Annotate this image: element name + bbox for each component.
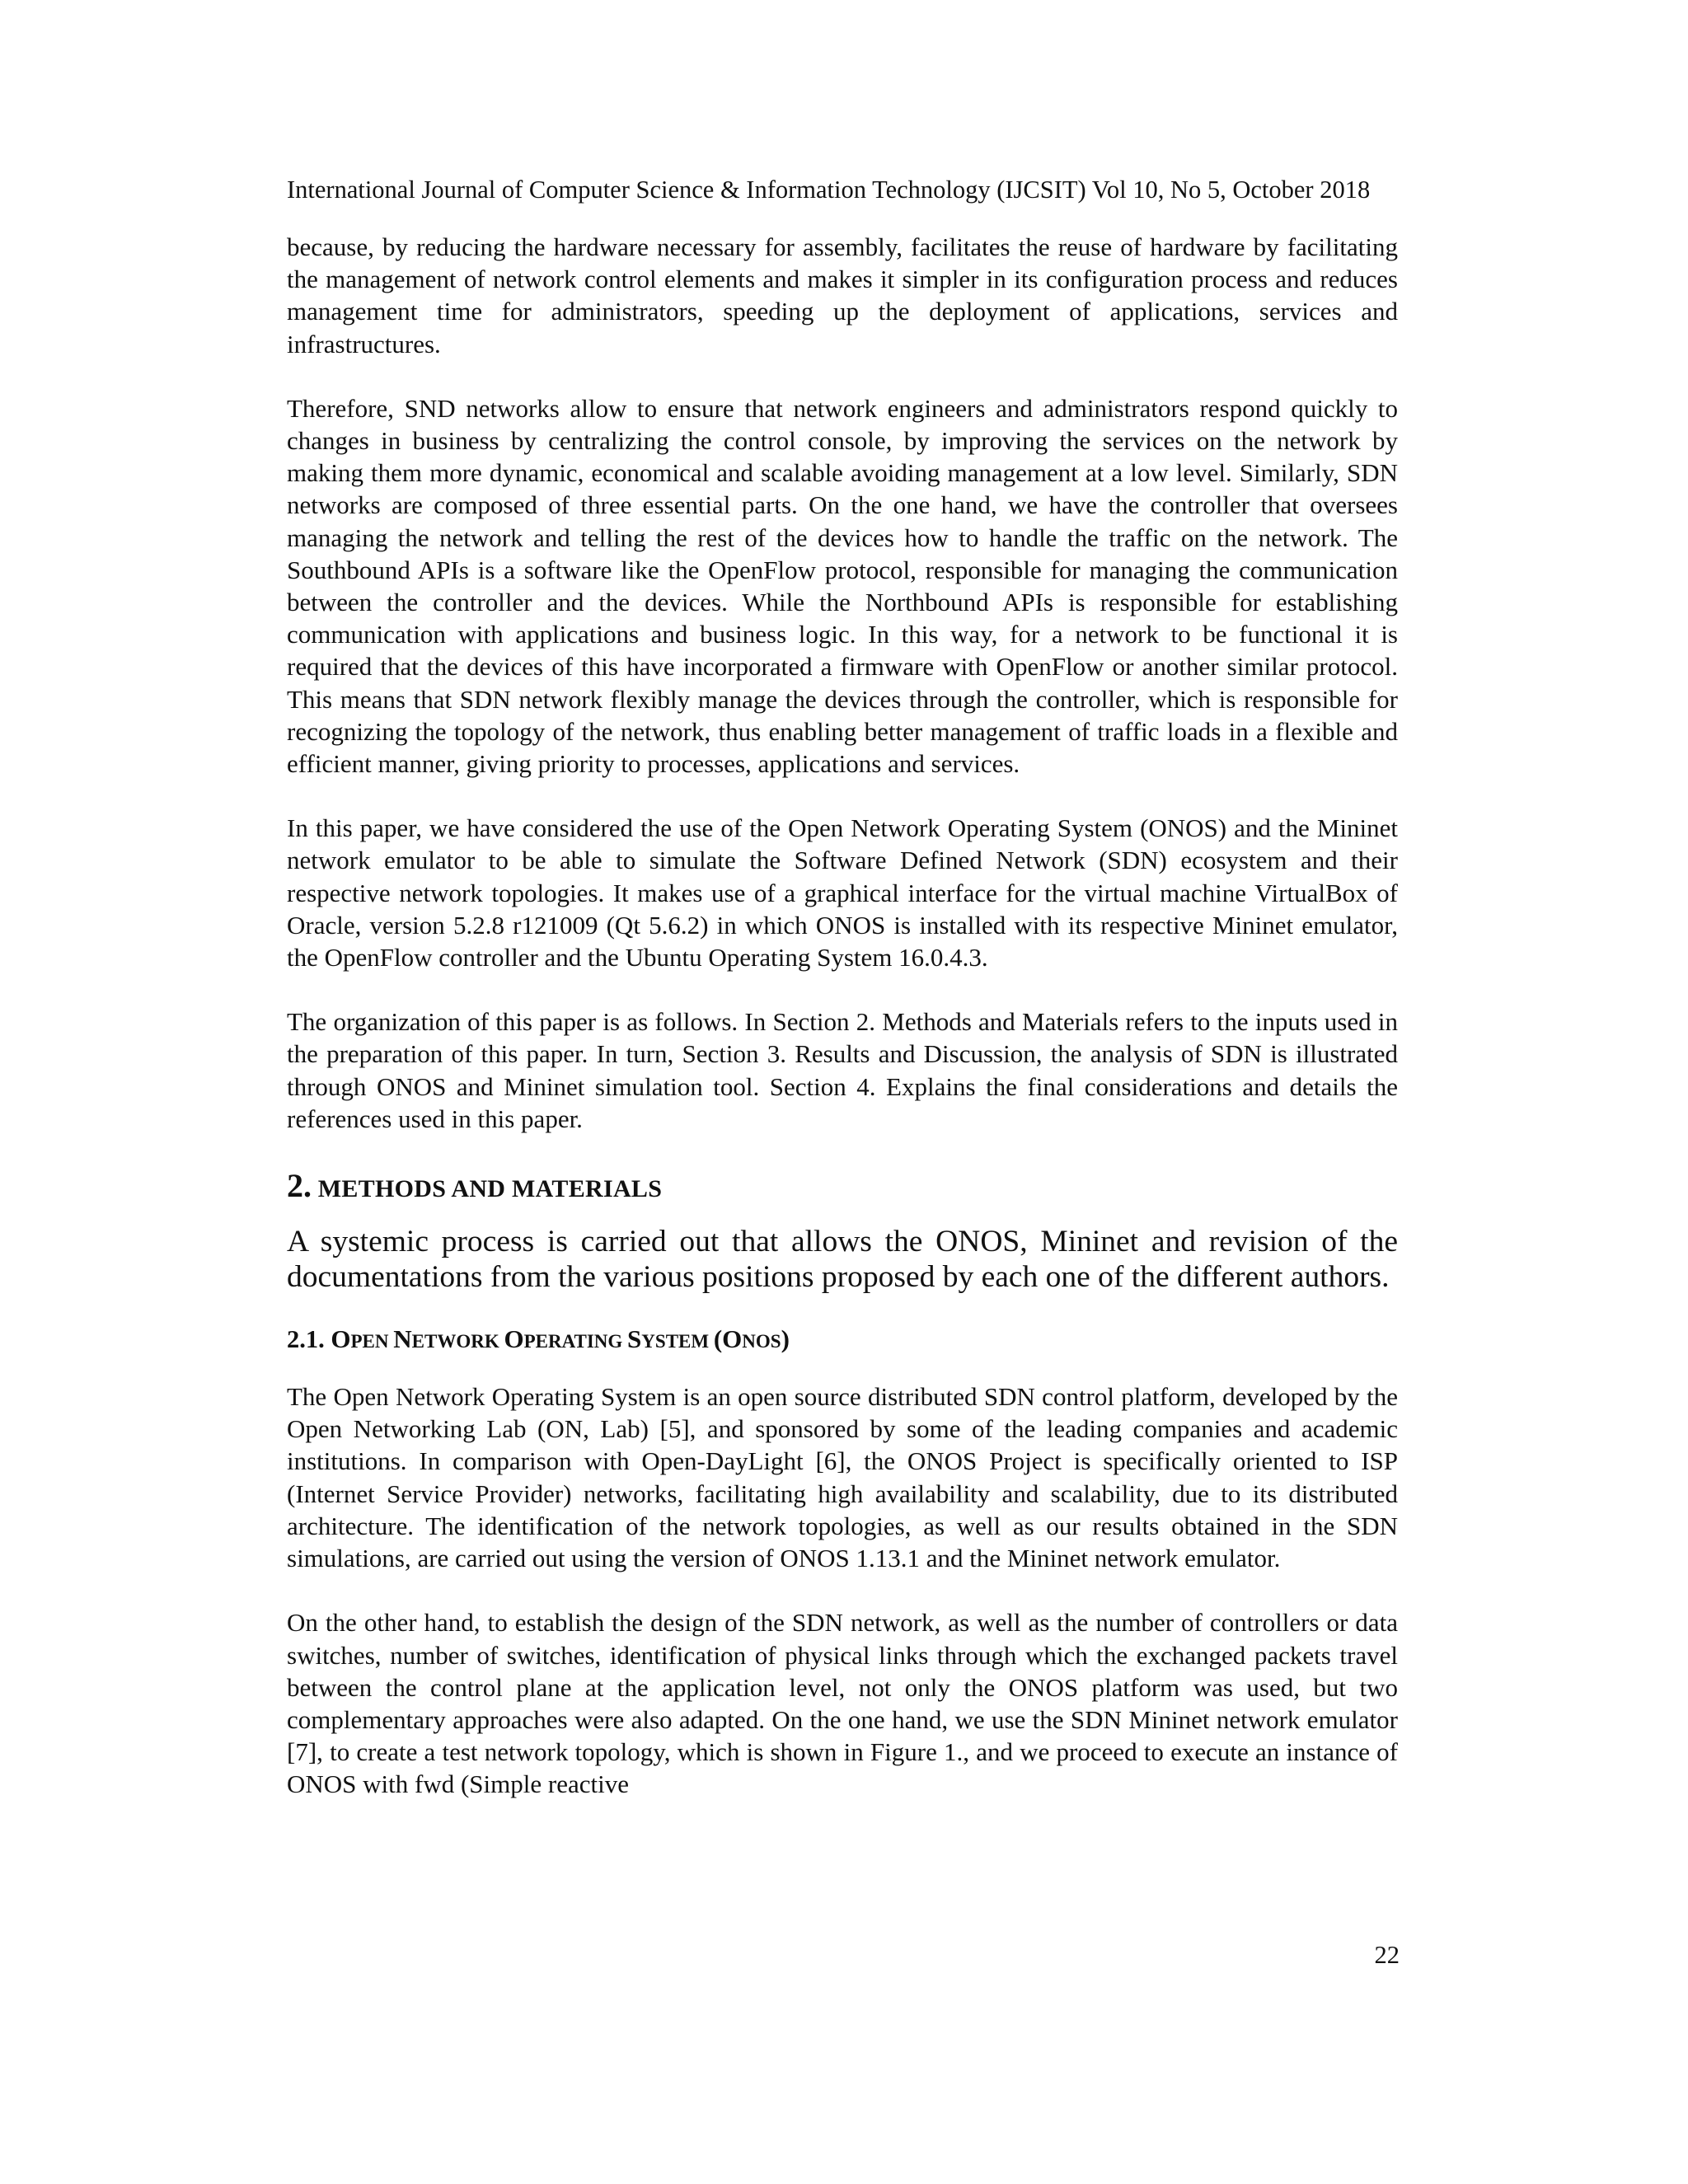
title-paren-open: ( [713, 1324, 723, 1354]
title-cap: O [504, 1324, 524, 1354]
title-smallcaps: ETWORK [411, 1331, 504, 1352]
paragraph-onos-description: The Open Network Operating System is an open source distributed SDN control platform, developed by the Open Networking Lab (ON, Lab) [5], and sponsored by some of the leading companies and academic institutions. In comparison with Open-DayLight [6], the ONOS Project is specifically oriented to ISP (Internet Service Provider) networks, facilitating high availability and scalability, due to its distributed architecture. The identification of the network topologies, as well as our results obtained in the SDN simulations, are carried out using the version of ONOS 1.13.1 and the Mininet network emulator. [287, 1382, 1398, 1573]
paragraph-sdn-architecture: Therefore, SND networks allow to ensure that network engineers and administrators respond quickly to changes in business by centralizing the control console, by improving the services on the network by making them more dynamic, economical and scalable avoiding management at a low level. Similarly, SDN networks are composed of three essential parts. On the one hand, we have the controller that oversees managing the network and telling the rest of the devices how to handle the traffic on the network. The Southbound APIs is a software like the OpenFlow protocol, responsible for managing the communication between the controller and the devices. While the Northbound APIs is responsible for establishing communication with applications and business logic. In this way, for a network to be functional it is required that the devices of this have incorporated a firmware with OpenFlow or another similar protocol. This means that SDN network flexibly manage the devices through the controller, which is responsible for recognizing the topology of the network, thus enabling better management of traffic loads in a flexible and efficient manner, giving priority to processes, applications and services. [287, 393, 1398, 779]
section-lead-paragraph: A systemic process is carried out that allows the ONOS, Mininet and revision of the documentations from the various positions proposed by each one of the different authors. [287, 1225, 1398, 1295]
subsection-number: 2.1. [287, 1325, 325, 1354]
section-title: METHODS AND MATERIALS [317, 1175, 663, 1203]
title-cap: N [393, 1324, 412, 1354]
page-body [287, 231, 1398, 1801]
title-paren-close: ) [781, 1324, 790, 1354]
paragraph-paper-organization: The organization of this paper is as follows. In Section 2. Methods and Materials refers to the inputs used in the preparation of this paper. In turn, Section 3. Results and Discussion, the analysis of SDN is illustrated through ONOS and Mininet simulation tool. Section 4. Explains the final considerations and details the references used in this paper. [287, 1007, 1398, 1133]
title-smallcaps: NOS [742, 1331, 781, 1352]
section-heading-methods [287, 1168, 1398, 1204]
title-smallcaps: PEN [350, 1331, 394, 1352]
title-cap: O [331, 1324, 351, 1354]
title-cap: S [627, 1324, 642, 1354]
subsection-heading-onos [287, 1323, 1398, 1356]
paragraph-continued-intro: because, by reducing the hardware necessary for assembly, facilitates the reuse of hardware by facilitating the management of network control elements and makes it simpler in its configuration process and reduces management time for administrators, speeding up the deployment of applications, services and infrastructures. [287, 232, 1398, 359]
title-smallcaps: PERATING [523, 1331, 628, 1352]
running-header: International Journal of Computer Science & Information Technology (IJCSIT) Vol 10, No 5, October 2018 [287, 176, 1371, 204]
title-cap: O [722, 1324, 743, 1354]
title-smallcaps: YSTEM [641, 1331, 714, 1352]
section-number: 2. [287, 1167, 312, 1205]
paragraph-onos-mininet-setup: In this paper, we have considered the use of the Open Network Operating System (ONOS) and the Mininet network emulator to be able to simulate the Software Defined Network (SDN) ecosystem and their respective network topologies. It makes use of a graphical interface for the virtual machine VirtualBox of Oracle, version 5.2.8 r121009 (Qt 5.6.2) in which ONOS is installed with its respective Mininet emulator, the OpenFlow controller and the Ubuntu Operating System 16.0.4.3. [287, 813, 1398, 972]
paragraph-network-design: On the other hand, to establish the design of the SDN network, as well as the number of controllers or data switches, number of switches, identification of physical links through which the exchanged packets travel between the control plane at the application level, not only the ONOS platform was used, but two complementary approaches were also adapted. On the one hand, we use the SDN Mininet network emulator [7], to create a test network topology, which is shown in Figure 1., and we proceed to execute an instance of ONOS with fwd (Simple reactive [287, 1608, 1398, 1799]
page-number: 22 [1374, 1941, 1400, 1969]
